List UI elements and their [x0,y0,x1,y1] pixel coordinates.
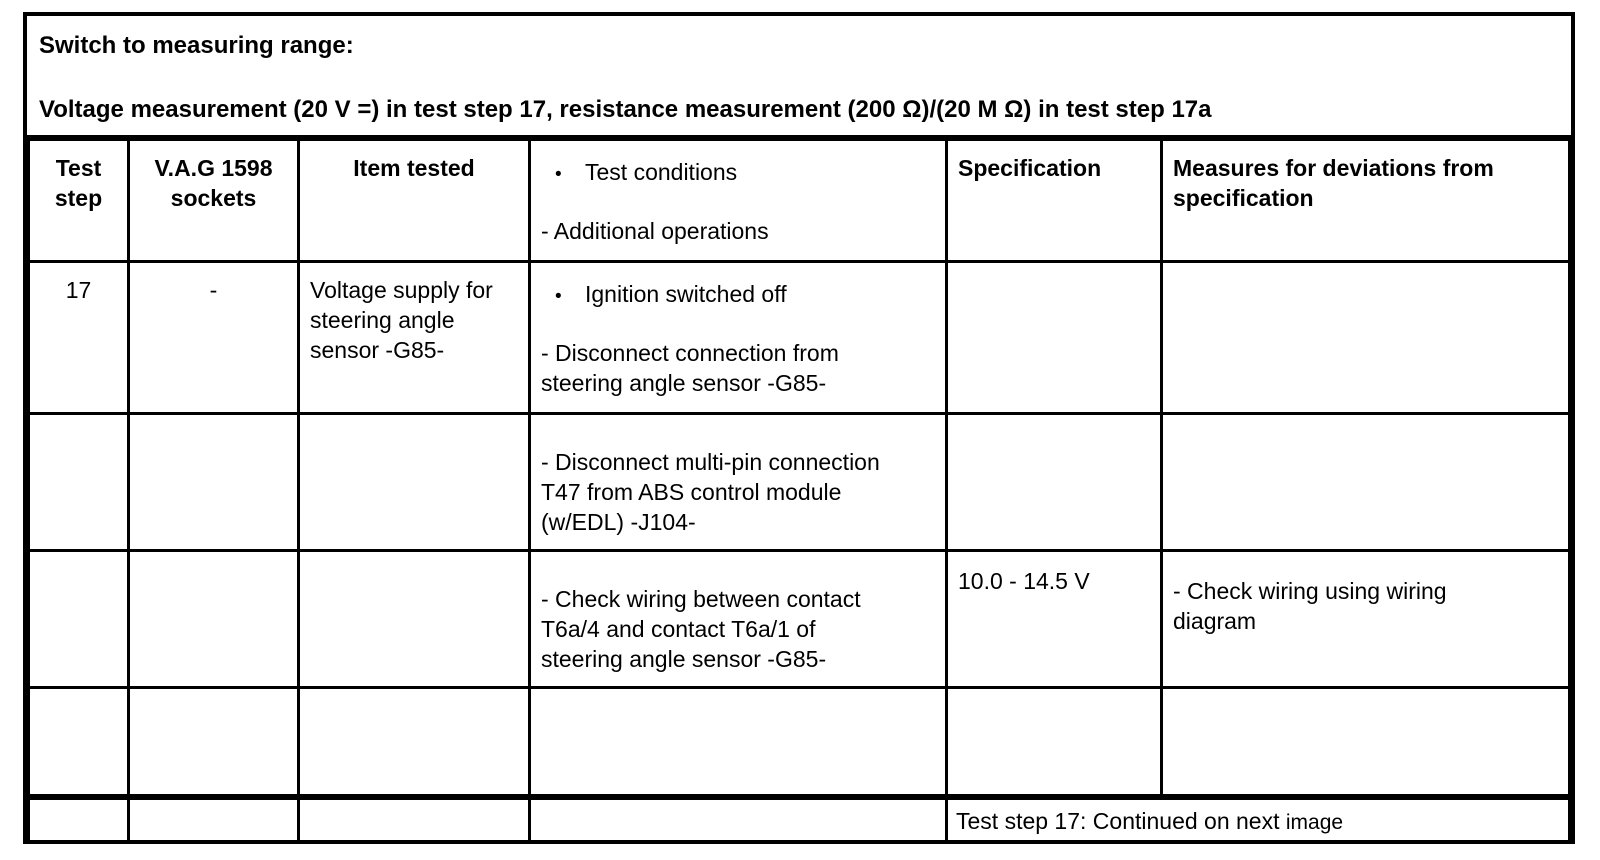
header-conditions-bullet-line [541,157,935,190]
header-conditions [530,140,947,262]
title-block [27,16,1571,138]
header-item-tested-label: Item tested [353,155,475,181]
conditions-operation-text: - Disconnect multi-pin connection T47 from ABS control module (w/EDL) -J104- [541,449,880,535]
item-tested-value: Voltage supply for steering angle sensor -G85- [310,277,493,363]
header-specification-label: Specification [958,155,1102,181]
header-test-step-label: Test step [54,155,103,211]
spec-table [27,138,1571,844]
cell-item-tested [299,551,530,688]
cell-item-tested [299,414,530,551]
conditions-operation-text: - Disconnect connection from steering angle sensor -G85- [541,340,839,396]
header-measures-label: Measures for deviations from specification [1173,155,1494,211]
footer-note-suffix: image [1285,810,1344,834]
cell-sockets [129,414,299,551]
cell-test-step [29,688,129,797]
table-header-row [29,140,1570,262]
bullet-icon: • [555,286,562,307]
header-item-tested [299,140,530,262]
test-step-value: 17 [65,277,92,303]
cell-specification [947,551,1162,688]
cell-conditions [530,414,947,551]
cell-conditions [530,797,947,845]
conditions-bullet-text: Ignition switched off [585,281,787,307]
cell-measures [1162,688,1570,797]
cell-test-step [29,551,129,688]
cell-test-step [29,797,129,845]
cell-item-tested [299,262,530,414]
cell-sockets [129,551,299,688]
cell-specification [947,688,1162,797]
table-row [29,551,1570,688]
footer-note-cell [947,797,1570,845]
cell-conditions [530,688,947,797]
bullet-icon: • [555,164,562,185]
table-row [29,414,1570,551]
header-conditions-label: Test conditions [585,159,738,185]
header-sockets-label: V.A.G 1598 sockets [154,155,273,211]
table-row [29,262,1570,414]
specification-value: 10.0 - 14.5 V [958,568,1090,594]
title-switch-range: Switch to measuring range: [39,32,354,59]
cell-sockets [129,262,299,414]
table-footer-row [29,797,1570,845]
conditions-bullet-line [541,279,935,312]
cell-conditions [530,551,947,688]
cell-test-step [29,262,129,414]
header-specification [947,140,1162,262]
cell-measures [1162,551,1570,688]
cell-conditions [530,262,947,414]
cell-sockets [129,797,299,845]
cell-test-step [29,414,129,551]
cell-item-tested [299,688,530,797]
cell-specification [947,414,1162,551]
cell-measures [1162,414,1570,551]
header-measures [1162,140,1570,262]
measures-text: - Check wiring using wiring diagram [1173,578,1447,634]
header-test-step [29,140,129,262]
cell-measures [1162,262,1570,414]
header-sockets [129,140,299,262]
cell-specification [947,262,1162,414]
conditions-operation-text: - Check wiring between contact T6a/4 and contact T6a/1 of steering angle sensor -G85- [541,586,861,672]
title-measuring-ranges: Voltage measurement (20 V =) in test step 17, resistance measurement (200 Ω)/(20 M Ω) in test step 17a [39,96,1212,123]
footer-note-text: Test step 17: Continued on next [956,807,1286,834]
manual-page [23,12,1575,844]
header-additional-operations: - Additional operations [541,218,769,244]
cell-item-tested [299,797,530,845]
sockets-value: - [209,277,218,303]
table-row [29,688,1570,797]
cell-sockets [129,688,299,797]
